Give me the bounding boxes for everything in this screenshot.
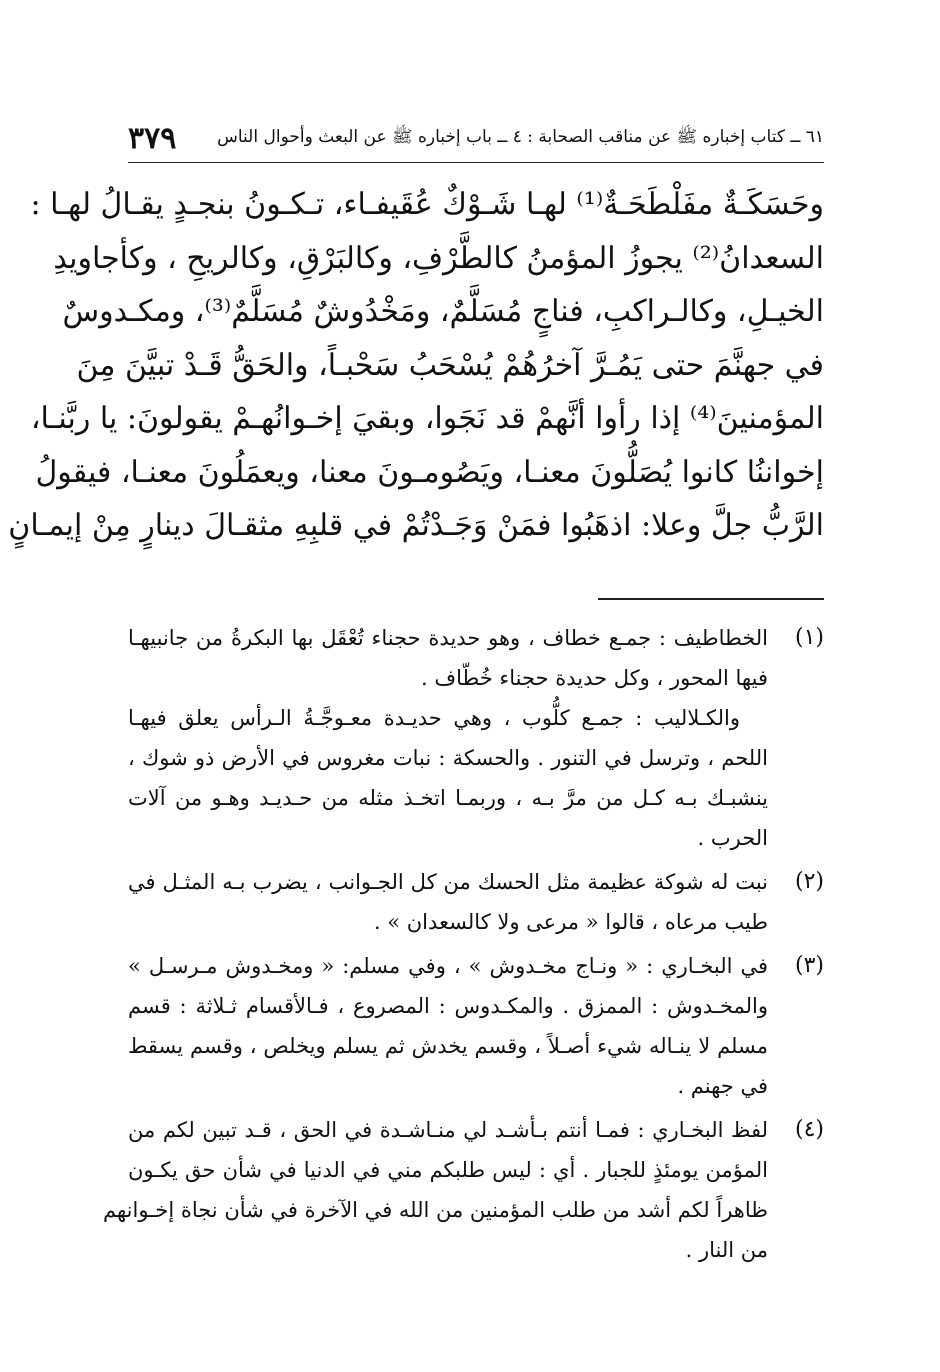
- footnote-line: من النار .: [685, 1238, 768, 1262]
- footnote-line: الحرب .: [697, 826, 768, 850]
- footnote-number: (٣): [794, 953, 824, 978]
- footnote-line: والمخـدوش : الممزق . والمكـدوس : المصروع ، فـالأقسام ثـلاثة : قسم: [128, 994, 768, 1018]
- footnote-paragraph: [128, 946, 768, 1106]
- footnote-line: لفظ البخـاري : فمـا أنتم بـأشـد لي منـاشـدة في الحق ، قـد تبين لكم من: [128, 1118, 768, 1142]
- footnote-number: (٤): [794, 1117, 824, 1142]
- footnote-4: [103, 1110, 824, 1270]
- footnote-line: طيب مرعاه ، قالوا « مرعى ولا كالسعدان » .: [373, 910, 768, 934]
- body-line: السعدانُ⁽²⁾ يجوزُ المؤمنُ كالطَّرْفِ، وكالبَرْقِ، وكالريحِ ، وكأجاويدِ: [53, 240, 824, 276]
- footnote-paragraph: [128, 618, 768, 698]
- body-line: الرَّبُّ جلَّ وعلا: اذهَبُوا فمَنْ وَجَـدْتُمْ في قلبِهِ مثقـالَ دينارٍ مِنْ إيمـانٍ: [8, 508, 824, 543]
- body-line: في جهنَّمَ حتى يَمُـرَّ آخرُهُمْ يُسْحَبُ سَحْبـاً، والحَقُّ قَـدْ تبيَّنَ مِنَ: [76, 347, 824, 383]
- footnote-line: نبت له شوكة عظيمة مثل الحسك من كل الجـوانب ، يضرب بـه المثـل في: [128, 870, 768, 894]
- footnote-line: المؤمن يومئذٍ للجبار . أي : ليس طلبكم مني في الدنيا في شأن حق يكـون: [128, 1158, 768, 1182]
- footnote-number: (١): [794, 625, 824, 650]
- footnote-line: مسلم لا ينـاله شيء أصـلاً ، وقسم يخدش ثم يسلم ويخلص ، وقسم يسقط: [128, 1034, 768, 1058]
- body-line: الخيـلِ، وكالـراكبِ، فناجٍ مُسَلَّمٌ، ومَخْدُوشٌ مُسَلَّمٌ⁽³⁾، ومكـدوسٌ: [62, 294, 824, 329]
- body-line: وحَسَكَـةٌ مفَلْطَحَـةٌ⁽¹⁾ لهـا شَـوْكٌ عُقَيفـاء، تـكـونُ بنجـدٍ يقـالُ لهـا :: [30, 187, 824, 222]
- footnote-paragraph: [128, 862, 768, 942]
- body-line: إخواننُا كانوا يُصَلُّونَ معنـا، ويَصُومـونَ معنا، ويعمَلُونَ معنـا، فيقولُ: [35, 454, 824, 490]
- header-rule: [128, 162, 824, 163]
- footnote-line: ينشبـك بـه كـل من مرَّ بـه ، وربمـا اتخـذ مثله من حـديـد وهـو من آلات: [128, 786, 769, 810]
- footnote-line: في جهنم .: [677, 1074, 768, 1098]
- footnote-line: اللحم ، وترسل في التنور . والحسكة : نبات مغروس في الأرض ذو شوك ،: [128, 746, 768, 770]
- running-title: ٦١ ــ كتاب إخباره ﷺ عن مناقب الصحابة : ٤ ــ باب إخباره ﷺ عن البعث وأحوال الناس: [217, 126, 824, 147]
- footnote-separator: [598, 598, 824, 600]
- page-header: [128, 118, 824, 158]
- footnote-2: [128, 862, 824, 942]
- footnote-paragraph: [103, 1110, 768, 1270]
- footnote-line: في البخـاري : « ونـاج مخـدوش » ، وفي مسلم: « ومخـدوش مـرسـل »: [128, 954, 768, 978]
- footnote-3: [128, 946, 824, 1106]
- footnote-line: الخطاطيف : جمـع خطاف ، وهو حديدة حجناء تُعْقَل بها البكرةُ من جانبيهـا: [128, 626, 768, 650]
- footnote-line: ظاهراً لكم أشد من طلب المؤمنين من الله في الآخرة في شأن نجاة إخـوانهم: [103, 1198, 768, 1222]
- main-text: [8, 178, 824, 553]
- footnote-1: [128, 618, 824, 858]
- footnotes: [103, 618, 824, 1274]
- footnote-line: والكـلاليب : جمـع كلُّوب ، وهي حديـدة معـوجَّـةُ الـرأس يعلق فيهـا: [128, 706, 740, 730]
- body-line: المؤمنينَ⁽⁴⁾ إذا رأوا أنَّهمْ قد نَجَوا، وبقيَ إخـوانُهـمْ يقولونَ: يا ربَّنـا،: [30, 401, 824, 436]
- footnote-paragraph: [128, 698, 768, 858]
- footnote-number: (٢): [794, 869, 824, 894]
- page-number: ٣٧٩: [128, 120, 177, 156]
- footnote-line: فيها المحور ، وكل حديدة حجناء خُطّاف .: [421, 666, 768, 690]
